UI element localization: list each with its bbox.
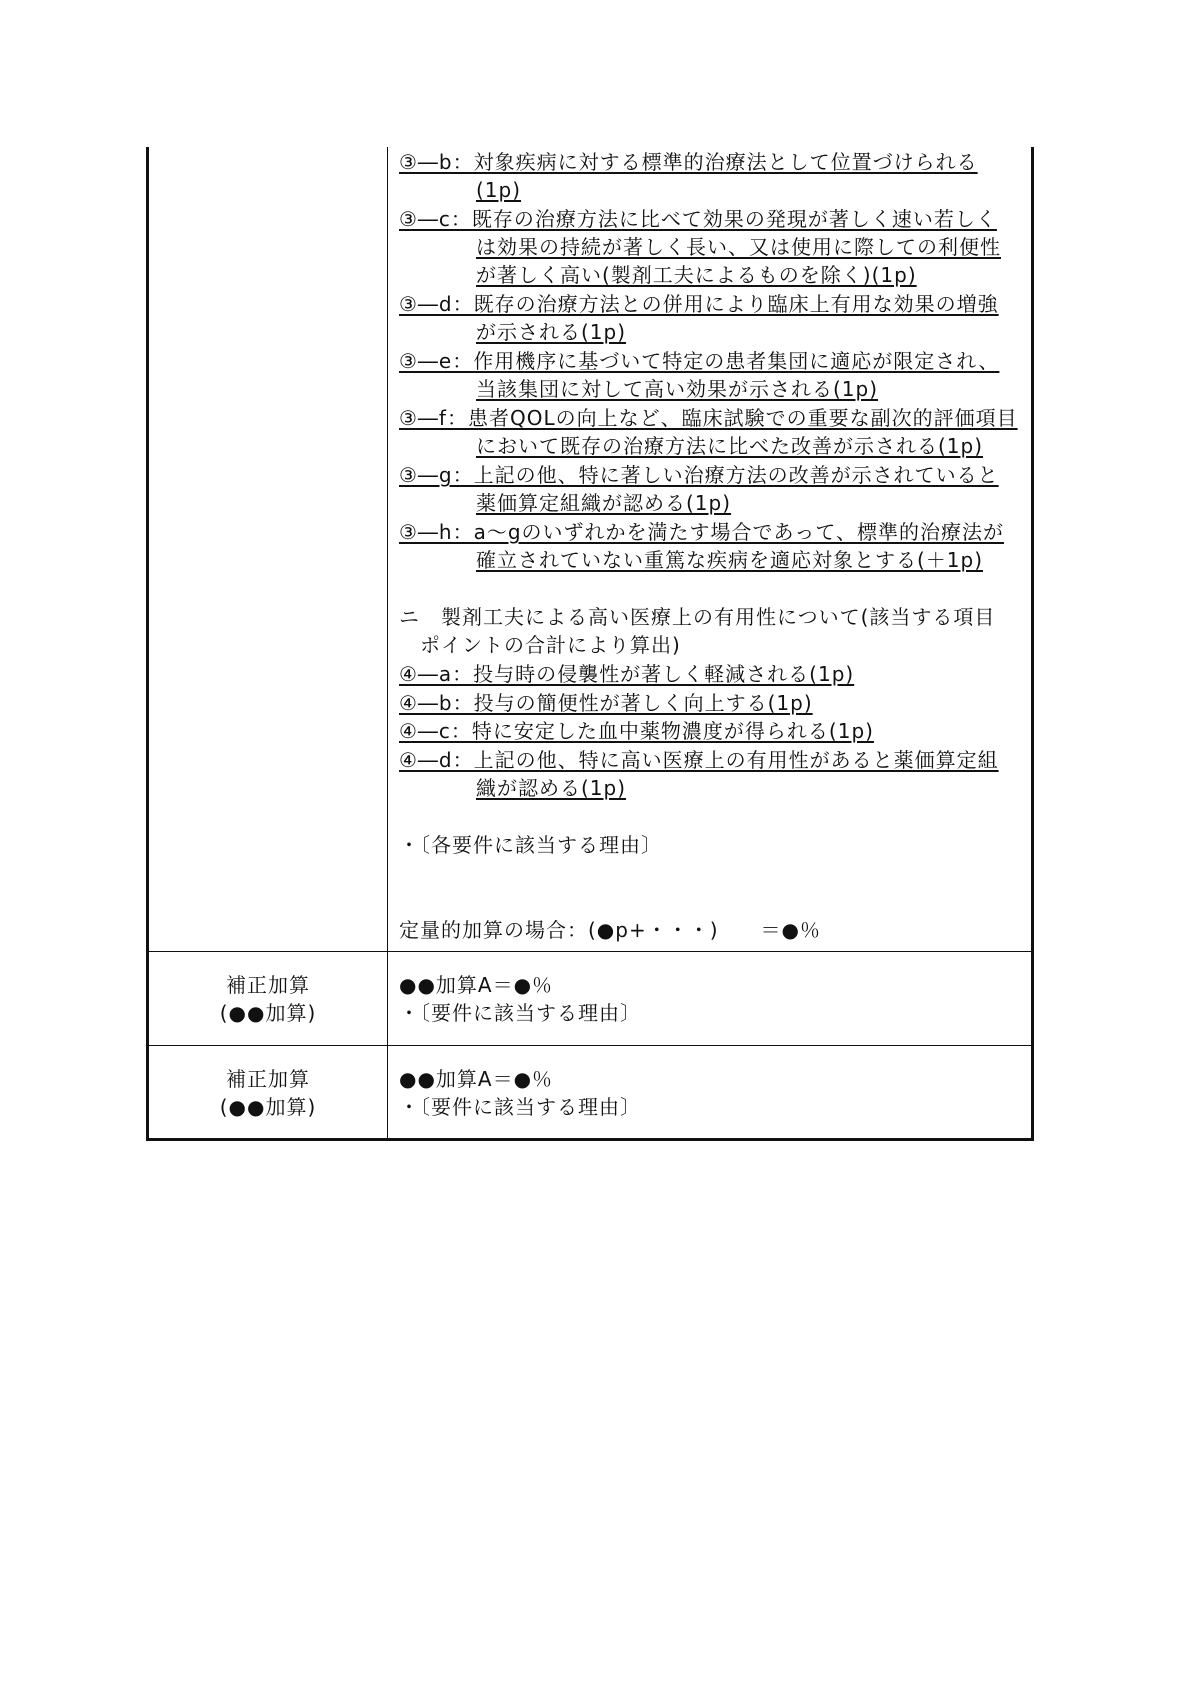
item-3d-line2: が示される(1p) <box>476 320 627 344</box>
table-border-right <box>1031 147 1034 1141</box>
table-border-bottom <box>146 1138 1034 1141</box>
row2-reason: ・〔要件に該当する理由〕 <box>399 1095 641 1119</box>
row1-label-title: 補正加算 <box>226 973 310 997</box>
item-4d-line2: 織が認める(1p) <box>476 776 627 800</box>
item-3c-line2: は効果の持続が著しく長い、又は使用に際しての利便性 <box>476 235 1001 259</box>
item-3f-line1: ③―f：患者QOLの向上など、臨床試験での重要な副次的評価項目 <box>399 406 1018 430</box>
row1-label-sub: (●●加算) <box>219 1001 317 1025</box>
item-3b-line2: (1p) <box>476 178 522 202</box>
quantitative-formula: 定量的加算の場合：(●p+・・・) ＝●％ <box>399 918 821 942</box>
item-3e-line1: ③―e：作用機序に基づいて特定の患者集団に適応が限定され、 <box>399 349 1000 373</box>
item-3c-line3: が著しく高い(製剤工夫によるものを除く)(1p) <box>476 263 917 287</box>
section-ni-heading-cont: ポイントの合計により算出) <box>420 633 681 657</box>
item-4c: ④―c：特に安定した血中薬物濃度が得られる(1p) <box>399 719 874 743</box>
item-3g-line2: 薬価算定組織が認める(1p) <box>476 491 732 515</box>
item-3f-line2: において既存の治療方法に比べた改善が示される(1p) <box>476 434 984 458</box>
row2-label-title: 補正加算 <box>226 1067 310 1091</box>
item-4b: ④―b：投与の簡便性が著しく向上する(1p) <box>399 691 813 715</box>
table-row-divider <box>146 951 1034 952</box>
row1-value: ●●加算A＝●％ <box>399 973 554 997</box>
item-3d-line1: ③―d：既存の治療方法との併用により臨床上有用な効果の増強 <box>399 292 999 316</box>
table-row-divider <box>146 1045 1034 1046</box>
section-ni-heading: ニ 製剤工夫による高い医療上の有用性について(該当する項目 <box>399 605 996 629</box>
table-column-divider <box>387 147 388 1139</box>
item-3g-line1: ③―g：上記の他、特に著しい治療方法の改善が示されていると <box>399 463 999 487</box>
item-3h-line2: 確立されていない重篤な疾病を適応対象とする(＋1p) <box>476 548 984 572</box>
item-3c-line1: ③―c：既存の治療方法に比べて効果の発現が著しく速い若しく <box>399 207 997 231</box>
item-4d-line1: ④―d：上記の他、特に高い医療上の有用性があると薬価算定組 <box>399 748 999 772</box>
item-3h-line1: ③―h：a～gのいずれかを満たす場合であって、標準的治療法が <box>399 520 1004 544</box>
row2-value: ●●加算A＝●％ <box>399 1067 554 1091</box>
item-3b-line1: ③―b：対象疾病に対する標準的治療法として位置づけられる <box>399 150 978 174</box>
row1-reason: ・〔要件に該当する理由〕 <box>399 1001 641 1025</box>
row2-label-sub: (●●加算) <box>219 1095 317 1119</box>
item-4a: ④―a：投与時の侵襲性が著しく軽減される(1p) <box>399 662 855 686</box>
reason-each-requirement: ・〔各要件に該当する理由〕 <box>399 833 662 857</box>
item-3e-line2: 当該集団に対して高い効果が示される(1p) <box>476 377 879 401</box>
